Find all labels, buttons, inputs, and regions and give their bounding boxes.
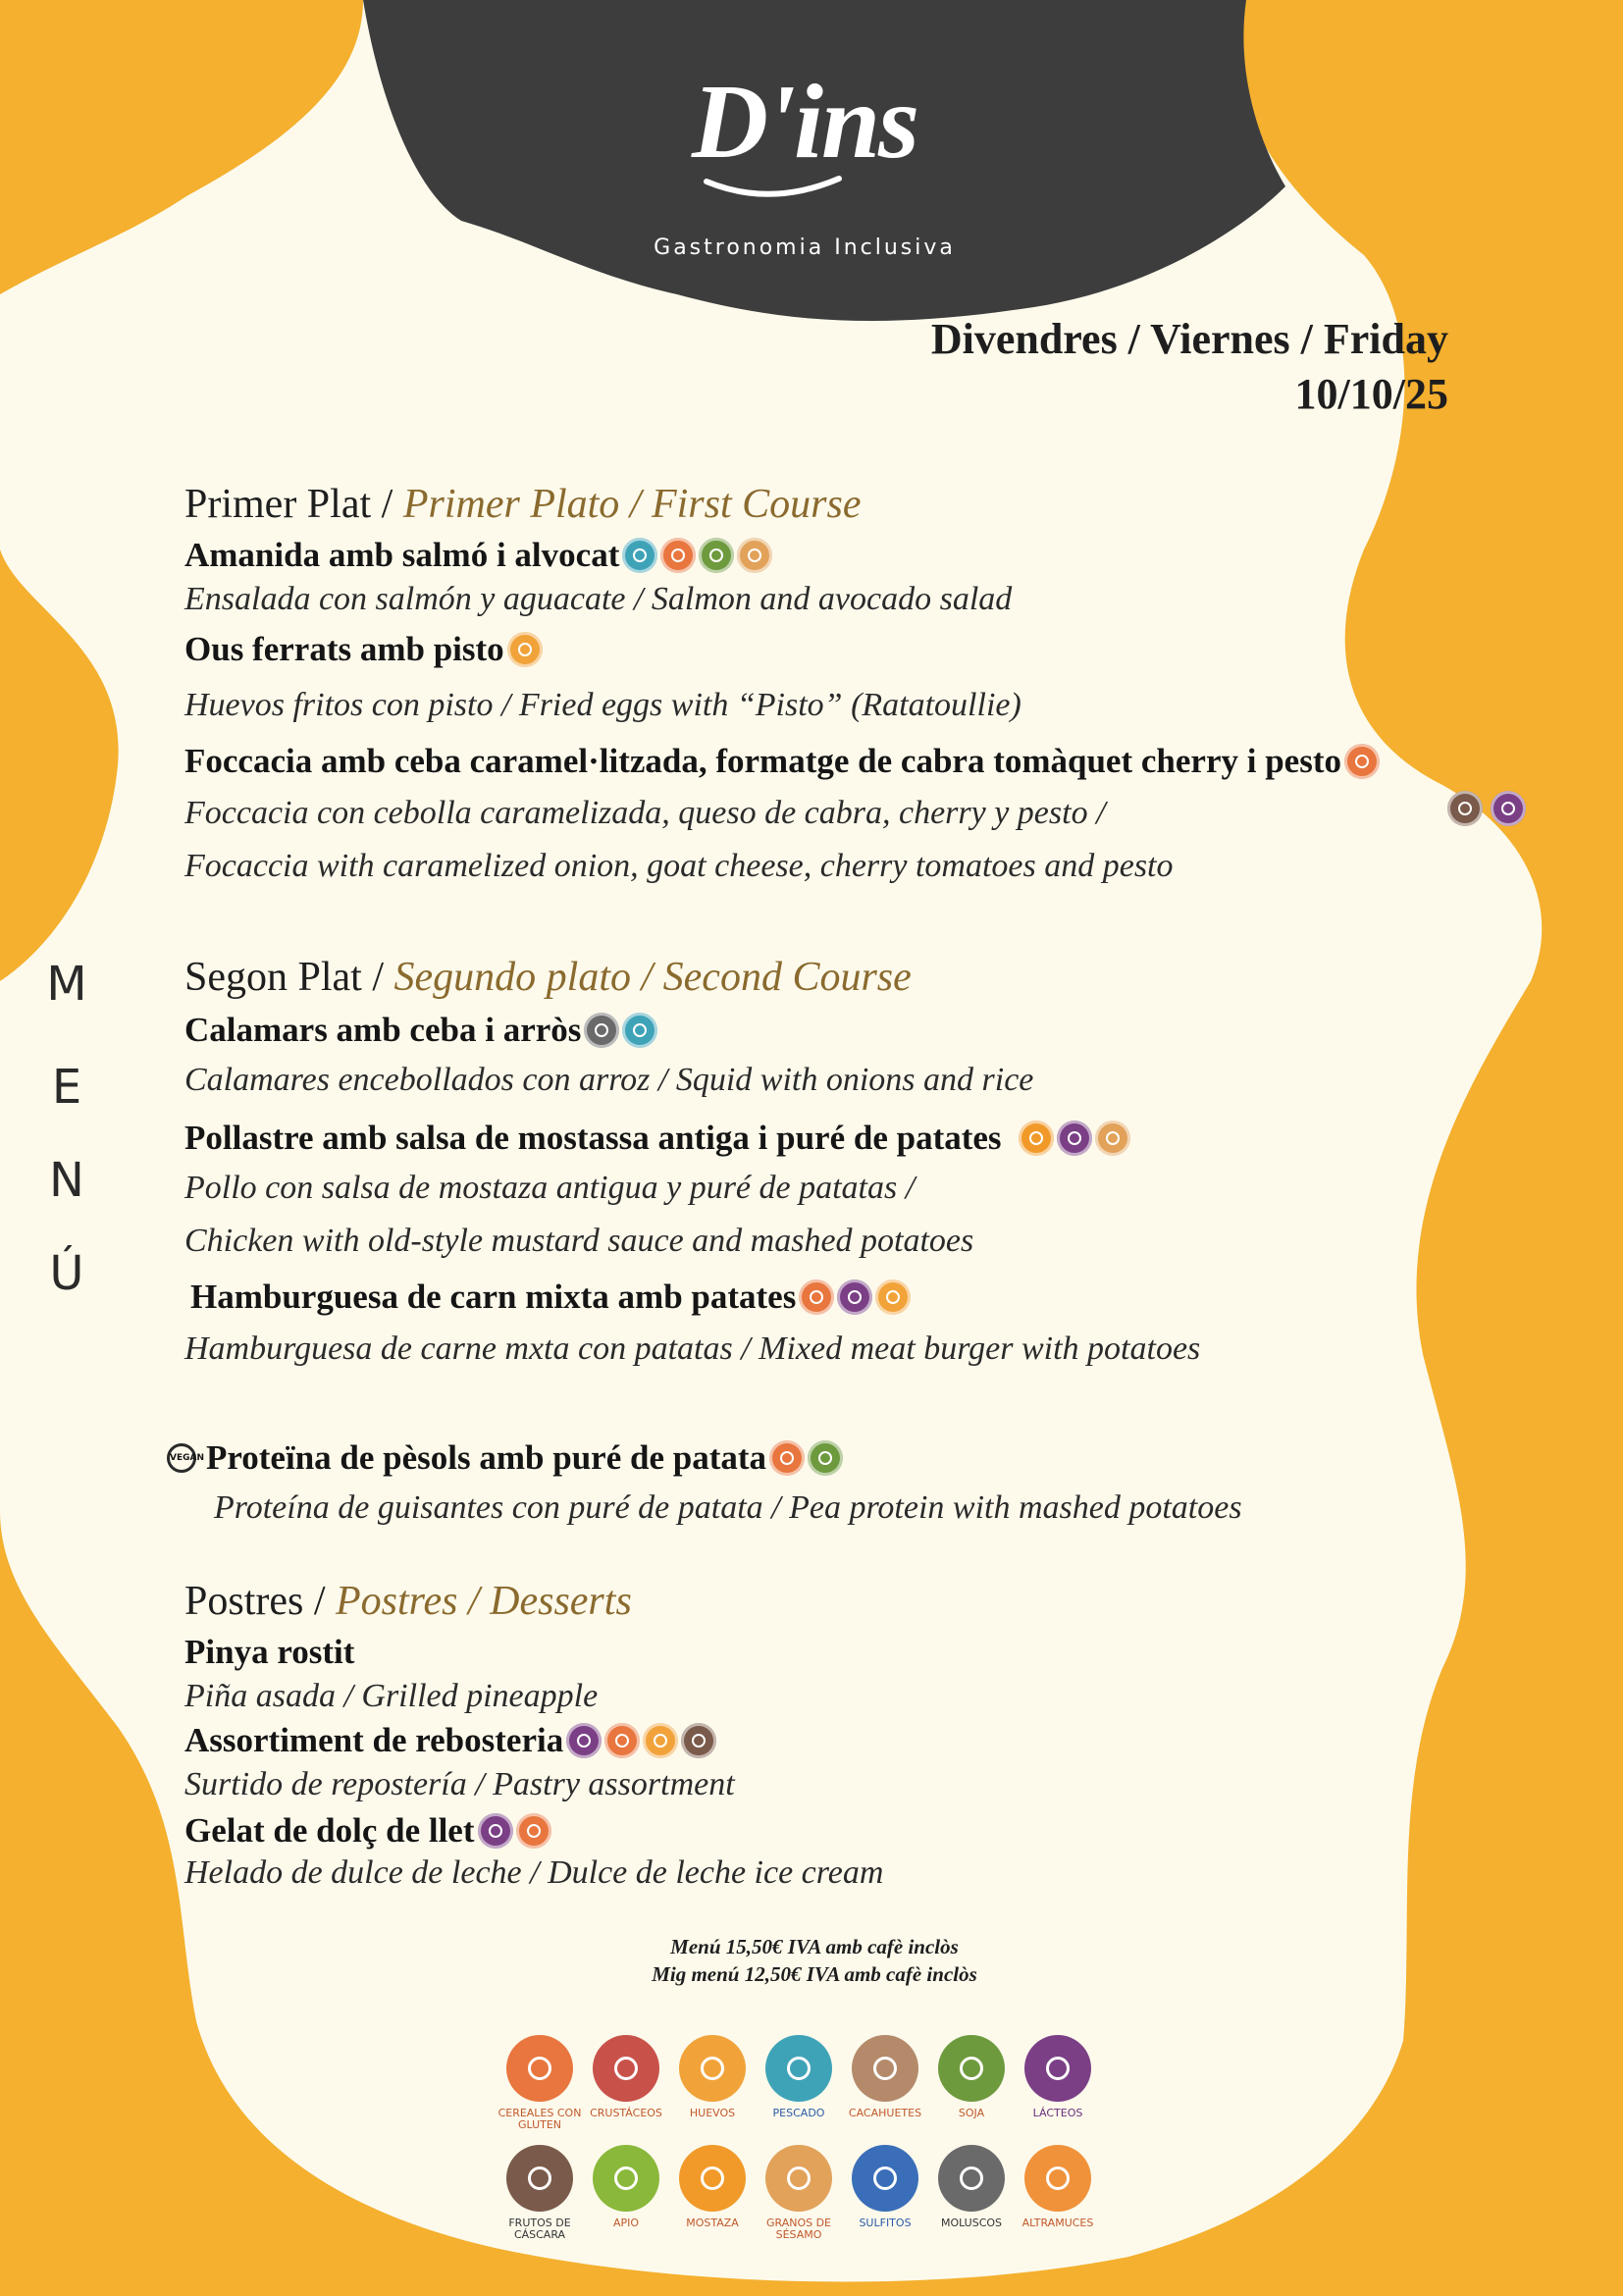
mollusc-icon: [584, 1013, 619, 1048]
dish-description: Huevos fritos con pisto / Fried eggs with “Pisto” (Ratatoullie): [184, 687, 1021, 723]
second-course-heading-ca: Segon Plat /: [184, 955, 385, 1000]
fish-icon: [622, 538, 657, 573]
gluten-icon: [769, 1440, 805, 1476]
dish-description: Foccacia con cebolla caramelizada, queso de cabra, cherry y pesto /: [184, 795, 1106, 831]
legend-nuts: [495, 2145, 585, 2241]
desserts-heading: [184, 1578, 632, 1625]
desserts-heading-ca: Postres /: [184, 1579, 326, 1624]
nuts-icon: [681, 1723, 716, 1758]
legend-label: CACAHUETES: [848, 2107, 922, 2119]
first-course-heading-alt: Primer Plato / First Course: [402, 482, 862, 527]
soy-icon: [938, 2035, 1005, 2102]
dish-name-text: Pollastre amb salsa de mostassa antiga i puré de patates: [184, 1119, 1002, 1157]
fish-icon: [622, 1013, 657, 1048]
first-course-heading: [184, 481, 862, 528]
dish-name-text: Proteïna de pèsols amb puré de patata: [206, 1438, 767, 1477]
date-days: Divendres / Viernes / Friday: [930, 315, 1448, 363]
dish-name-text: Pinya rostit: [184, 1633, 355, 1671]
dish-name: [184, 1011, 657, 1050]
gluten-icon: [799, 1279, 834, 1315]
sesame-icon: [1095, 1121, 1130, 1156]
brand-tagline: Gastronomia Inclusiva: [654, 235, 956, 260]
celery-icon: [593, 2145, 659, 2212]
side-letter-m: M: [46, 957, 87, 1012]
egg-icon: [679, 2035, 746, 2102]
nuts-icon: [1447, 791, 1483, 826]
dish-name: [184, 1721, 716, 1760]
legend-sesame: [754, 2145, 844, 2241]
dish-name-text: Foccacia amb ceba caramel·litzada, formatge de cabra tomàquet cherry i pesto: [184, 742, 1341, 780]
dish-name-text: Hamburguesa de carn mixta amb patates: [190, 1278, 797, 1316]
menu-date: [931, 312, 1448, 422]
legend-label: CEREALES CON GLUTEN: [497, 2107, 582, 2131]
first-course-heading-ca: Primer Plat /: [184, 482, 393, 527]
legend-label: GRANOS DE SÉSAMO: [765, 2217, 832, 2241]
menu-price: Menú 15,50€ IVA amb cafè inclòs: [670, 1935, 959, 1958]
milk-icon: [1024, 2035, 1091, 2102]
peanut-icon: [852, 2035, 918, 2102]
legend-egg: [667, 2035, 758, 2119]
fish-icon: [765, 2035, 832, 2102]
legend-fish: [754, 2035, 844, 2119]
mollusc-icon: [938, 2145, 1005, 2212]
legend-label: MOLUSCOS: [940, 2217, 1003, 2229]
dish-description: Hamburguesa de carne mxta con patatas / Mixed meat burger with potatoes: [184, 1331, 1201, 1367]
date-value: 10/10/25: [1294, 370, 1448, 418]
dish-allergens: [1444, 791, 1526, 826]
half-menu-price: Mig menú 12,50€ IVA amb cafè inclòs: [652, 1962, 977, 1986]
sesame-icon: [765, 2145, 832, 2212]
second-course-heading: [184, 954, 912, 1001]
gluten-icon: [506, 2035, 573, 2102]
nuts-icon: [506, 2145, 573, 2212]
gluten-icon: [660, 538, 696, 573]
legend-crustacean: [581, 2035, 671, 2119]
soy-icon: [808, 1440, 843, 1476]
brand-logo: D'ins: [691, 64, 918, 181]
legend-sulphite: [840, 2145, 930, 2229]
legend-label: LÁCTEOS: [1032, 2107, 1083, 2119]
dish-name: [184, 1633, 354, 1672]
legend-label: FRUTOS DE CÁSCARA: [508, 2217, 571, 2241]
mustard-icon: [1019, 1121, 1054, 1156]
egg-icon: [507, 632, 543, 667]
vegan-dish-name: [167, 1438, 843, 1478]
sesame-icon: [737, 538, 772, 573]
dish-description: Piña asada / Grilled pineapple: [184, 1678, 599, 1714]
dish-description: Focaccia with caramelized onion, goat cheese, cherry tomatoes and pesto: [184, 848, 1174, 884]
legend-soy: [926, 2035, 1017, 2119]
side-letter-e: E: [51, 1060, 82, 1115]
dish-name: [184, 1119, 1130, 1158]
legend-label: MOSTAZA: [686, 2217, 739, 2229]
dish-description: Chicken with old-style mustard sauce and mashed potatoes: [184, 1223, 974, 1259]
legend-mustard: [667, 2145, 758, 2229]
dish-name: [190, 1278, 911, 1317]
crustacean-icon: [593, 2035, 659, 2102]
dish-description: Calamares encebollados con arroz / Squid with onions and rice: [184, 1062, 1034, 1098]
legend-peanut: [840, 2035, 930, 2119]
legend-label: HUEVOS: [689, 2107, 736, 2119]
milk-icon: [478, 1813, 513, 1849]
vegan-badge-icon: VEGAN: [167, 1443, 196, 1473]
side-letter-u: Ú: [49, 1246, 84, 1301]
dish-name-text: Ous ferrats amb pisto: [184, 630, 504, 668]
lupin-icon: [1024, 2145, 1091, 2212]
legend-label: CRUSTÁCEOS: [590, 2107, 662, 2119]
dish-name: [184, 630, 543, 669]
dish-description: Pollo con salsa de mostaza antigua y puré de patatas /: [184, 1170, 916, 1206]
dish-description: Helado de dulce de leche / Dulce de leche ice cream: [184, 1854, 884, 1891]
dish-name-text: Gelat de dolç de llet: [184, 1811, 475, 1850]
second-course-heading-alt: Segundo plato / Second Course: [393, 955, 912, 1000]
side-letter-n: N: [49, 1153, 84, 1208]
milk-icon: [1491, 791, 1526, 826]
dish-name: [184, 536, 772, 575]
legend-milk: [1013, 2035, 1103, 2119]
egg-icon: [875, 1279, 911, 1315]
legend-label: APIO: [612, 2217, 640, 2229]
gluten-icon: [516, 1813, 551, 1849]
legend-label: SULFITOS: [859, 2217, 912, 2229]
legend-celery: [581, 2145, 671, 2229]
vegan-dish-description: Proteína de guisantes con puré de patata / Pea protein with mashed potatoes: [214, 1489, 1242, 1526]
legend-label: PESCADO: [772, 2107, 825, 2119]
gluten-icon: [1344, 744, 1380, 779]
dish-name: [184, 742, 1380, 781]
sulphite-icon: [852, 2145, 918, 2212]
desserts-heading-alt: Postres / Desserts: [336, 1579, 632, 1624]
legend-mollusc: [926, 2145, 1017, 2229]
milk-icon: [566, 1723, 602, 1758]
legend-label: ALTRAMUCES: [1021, 2217, 1094, 2229]
dish-name-text: Assortiment de rebosteria: [184, 1721, 564, 1759]
legend-lupin: [1013, 2145, 1103, 2229]
legend-label: SOJA: [958, 2107, 985, 2119]
gluten-icon: [604, 1723, 640, 1758]
dish-name: [184, 1811, 551, 1851]
mustard-icon: [679, 2145, 746, 2212]
legend-gluten: [495, 2035, 585, 2131]
dish-name-text: Calamars amb ceba i arròs: [184, 1011, 582, 1049]
soy-icon: [699, 538, 734, 573]
dish-name-text: Amanida amb salmó i alvocat: [184, 536, 620, 574]
dish-description: Ensalada con salmón y aguacate / Salmon and avocado salad: [184, 581, 1013, 617]
milk-icon: [1057, 1121, 1092, 1156]
dish-description: Surtido de repostería / Pastry assortment: [184, 1766, 735, 1802]
milk-icon: [837, 1279, 872, 1315]
egg-icon: [643, 1723, 678, 1758]
